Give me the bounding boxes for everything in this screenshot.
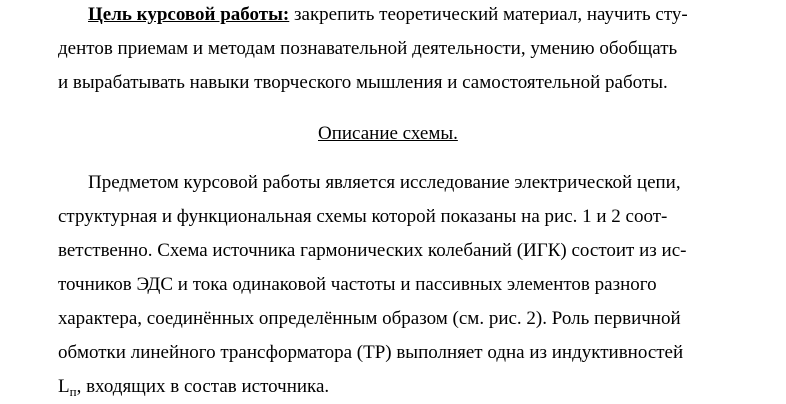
description-line-7-text: , входящих в состав источника.	[76, 376, 330, 397]
description-line-5: характера, соединённых определённым образом (см. рис. 2). Роль первичной	[58, 308, 681, 329]
description-line-7	[58, 376, 329, 398]
goal-line-1	[88, 4, 688, 26]
goal-heading: Цель курсовой работы:	[88, 4, 290, 25]
description-line-2: структурная и функциональная схемы которой показаны на рис. 1 и 2 соот-	[58, 206, 668, 227]
goal-line-1-text: закрепить теоретический материал, научить сту-	[289, 4, 688, 25]
section-title: Описание схемы.	[318, 123, 458, 144]
goal-line-2: дентов приемам и методам познавательной деятельности, умению обобщать	[58, 38, 678, 59]
description-line-4: точников ЭДС и тока одинаковой частоты и пассивных элементов разного	[58, 274, 657, 295]
goal-line-3: и вырабатывать навыки творческого мышления и самостоятельной работы.	[58, 72, 668, 93]
inductance-symbol: L	[58, 376, 70, 397]
description-line-3: ветственно. Схема источника гармонических колебаний (ИГК) состоит из ис-	[58, 240, 687, 261]
inductance-subscript: п	[69, 384, 77, 399]
description-line-1: Предметом курсовой работы является исследование электрической цепи,	[88, 172, 681, 193]
description-line-6: обмотки линейного трансформатора (ТР) выполняет одна из индуктивностей	[58, 342, 684, 363]
